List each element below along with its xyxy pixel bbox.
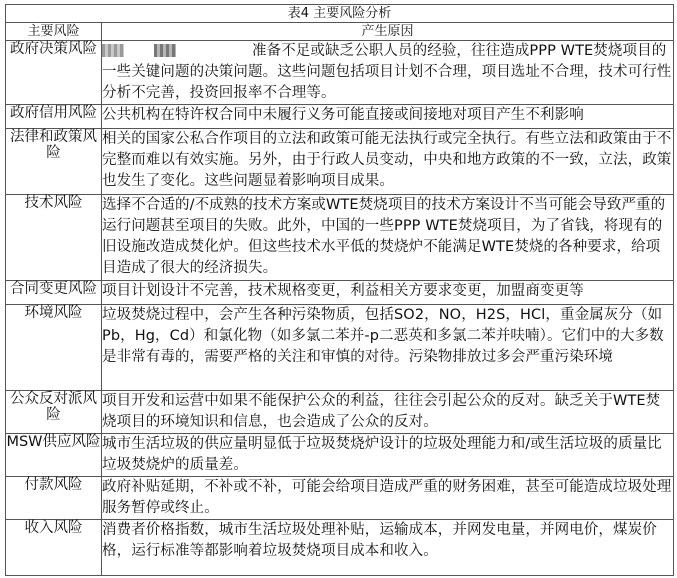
table-title: 表4 主要风险分析: [6, 5, 674, 23]
risk-cause: [102, 41, 674, 105]
risk-name: 政府决策风险: [6, 41, 102, 105]
risk-name: 付款风险: [6, 477, 102, 520]
header-row: [6, 23, 674, 41]
table-row: [6, 391, 674, 434]
blurred-mark: [102, 44, 124, 57]
risk-name: 环境风险: [6, 305, 102, 391]
table-row: [6, 195, 674, 281]
column-header-risk: 主要风险: [6, 23, 102, 41]
risk-cause: 政府补贴延期，不补或不补，可能会给项目造成严重的财务困难，甚至可能造成垃圾处理服务暂停或终止。: [102, 477, 674, 520]
table-row: [6, 434, 674, 477]
table-row: [6, 477, 674, 520]
risk-name: 法律和政策风险: [6, 129, 102, 195]
blurred-mark: [154, 44, 176, 57]
table-row: [6, 520, 674, 576]
risk-name: 收入风险: [6, 520, 102, 576]
risk-analysis-table: [5, 4, 674, 576]
risk-name: 合同变更风险: [6, 281, 102, 305]
risk-cause: 消费者价格指数，城市生活垃圾处理补贴，运输成本，并网发电量，并网电价，煤炭价格，运行标准等都影响着垃圾焚烧项目成本和收入。: [102, 520, 674, 576]
risk-cause: 公共机构在特许权合同中未履行义务可能直接或间接地对项目产生不利影响: [102, 105, 674, 129]
table-row: [6, 305, 674, 391]
redacted-area: [102, 41, 252, 62]
risk-name: 政府信用风险: [6, 105, 102, 129]
table-row: [6, 105, 674, 129]
risk-cause: 垃圾焚烧过程中，会产生各种污染物质，包括SO2，NO，H2S，HCl，重金属灰分（如Pb，Hg，Cd）和氯化物（如多氯二苯并-p二恶英和多氯二苯并呋喃）。它们中的大多数是非常有毒的，需要严格的关注和审慎的对待。污染物排放过多会严重污染环境: [102, 305, 674, 391]
risk-name: 公众反对派风险: [6, 391, 102, 434]
risk-cause: 项目计划设计不完善，技术规格变更，利益相关方要求变更，加盟商变更等: [102, 281, 674, 305]
risk-cause: 城市生活垃圾的供应量明显低于垃圾焚烧炉设计的垃圾处理能力和/或生活垃圾的质量比垃圾焚烧炉的质量差。: [102, 434, 674, 477]
table-row: [6, 41, 674, 105]
table-title-row: [6, 5, 674, 23]
risk-cause: 选择不合适的/不成熟的技术方案或WTE焚烧项目的技术方案设计不当可能会导致严重的运行问题甚至项目的失败。此外，中国的一些PPP WTE焚烧项目，为了省钱，将现有的旧设施改造成焚化炉。但这些技术水平低的焚烧炉不能满足WTE焚烧的各种要求，给项目造成了很大的经济损失。: [102, 195, 674, 281]
table-row: [6, 129, 674, 195]
column-header-cause: 产生原因: [102, 23, 674, 41]
risk-cause: 相关的国家公私合作项目的立法和政策可能无法执行或完全执行。有些立法和政策由于不完整而难以有效实施。另外，由于行政人员变动，中央和地方政策的不一致，立法，政策也发生了变化。这些问题显着影响项目成果。: [102, 129, 674, 195]
table-row: [6, 281, 674, 305]
risk-name: 技术风险: [6, 195, 102, 281]
risk-cause-text: 准备不足或缺乏公职人员的经验，往往造成PPP WTE焚烧项目的一些关键问题的决策问题。这些问题包括项目计划不合理，项目选址不合理，技术可行性分析不完善，投资回报率不合理等。: [102, 43, 672, 101]
risk-name: MSW供应风险: [6, 434, 102, 477]
risk-cause: 项目开发和运营中如果不能保护公众的利益，往往会引起公众的反对。缺乏关于WTE焚烧项目的环境知识和信息，也会造成了公众的反对。: [102, 391, 674, 434]
